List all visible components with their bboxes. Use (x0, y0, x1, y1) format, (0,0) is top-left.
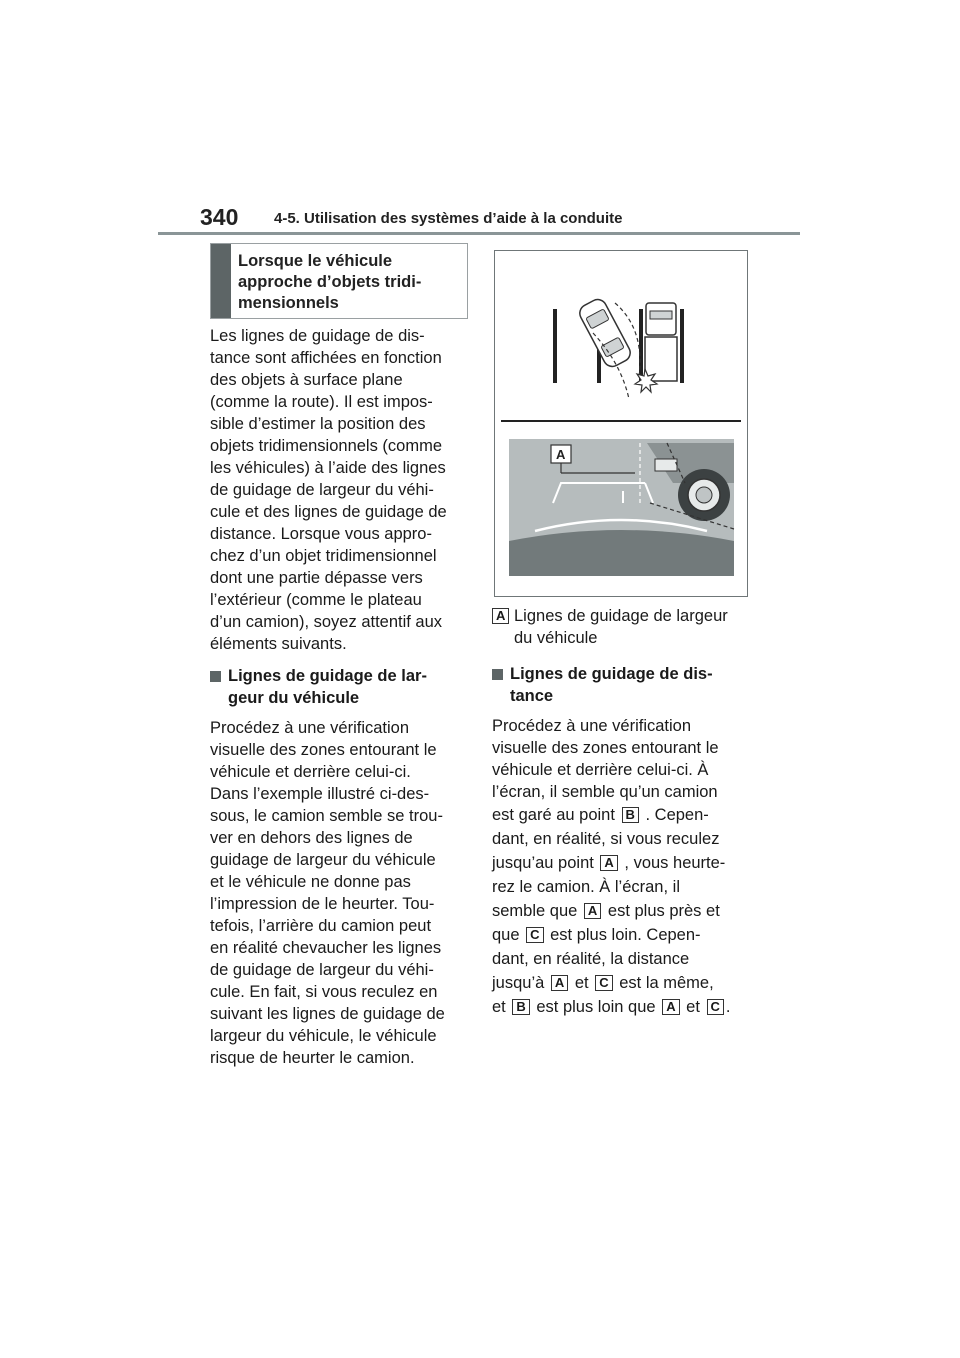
body-line: jusqu’au point A , vous heurte- (492, 854, 726, 872)
legend-line: du véhicule (514, 629, 598, 647)
section-marker (211, 244, 231, 318)
right-column (492, 605, 752, 1019)
legend-line: Lignes de guidage de largeur (514, 607, 728, 625)
intro-line: des objets à surface plane (210, 371, 403, 389)
intro-line: Les lignes de guidage de dis- (210, 327, 425, 345)
body-line: visuelle des zones entourant le (210, 741, 437, 759)
body-line: guidage de largeur du véhicule (210, 851, 436, 869)
page-header (158, 204, 800, 236)
point-badge: A (584, 903, 601, 919)
body-line: véhicule et derrière celui-ci. (210, 763, 411, 781)
intro-line: chez d’un objet tridimensionnel (210, 547, 437, 565)
figure-label-a: A (556, 447, 566, 462)
section-title: Lorsque le véhicule approche d’objets tridi-mensionnels (238, 252, 422, 312)
point-badge: B (622, 807, 639, 823)
body-line: de guidage de largeur du véhi- (210, 961, 434, 979)
body-line: jusqu’à A et C est la même, (492, 974, 714, 992)
body-line: véhicule et derrière celui-ci. À (492, 761, 709, 779)
subheading-line: geur du véhicule (228, 689, 360, 707)
camera-view (509, 439, 734, 576)
width-lines-paragraph (210, 717, 466, 1069)
section-heading-box (210, 243, 468, 319)
body-line: que C est plus loin. Cepen- (492, 926, 701, 944)
page-number: 340 (200, 204, 239, 230)
subheading-line: Lignes de guidage de dis- (510, 665, 713, 683)
subheading-width-lines (210, 665, 466, 709)
body-line: tefois, l’arrière du camion peut (210, 917, 432, 935)
body-line: risque de heurter le camion. (210, 1049, 415, 1067)
top-view (555, 296, 682, 399)
body-line: dant, en réalité, si vous reculez (492, 830, 720, 848)
point-badge: B (512, 999, 529, 1015)
body-line: et le véhicule ne donne pas (210, 873, 411, 891)
body-line: semble que A est plus près et (492, 902, 720, 920)
truck-top-icon (645, 303, 677, 381)
intro-line: dont une partie dépasse vers (210, 569, 423, 587)
chapter-title: 4-5. Utilisation des systèmes d’aide à la conduite (274, 210, 623, 227)
intro-line: (comme la route). Il est impos- (210, 393, 433, 411)
legend-badge: A (492, 608, 509, 624)
illustration-figure (494, 250, 748, 597)
intro-line: tance sont affichées en fonction (210, 349, 442, 367)
point-badge: C (595, 975, 612, 991)
body-line: visuelle des zones entourant le (492, 739, 719, 757)
header-rule (158, 232, 800, 235)
subheading-distance-lines (492, 663, 752, 707)
point-badge: A (662, 999, 679, 1015)
intro-line: éléments suivants. (210, 635, 347, 653)
body-line: Procédez à une vérification (492, 717, 692, 735)
body-line: ver en dehors des lignes de (210, 829, 413, 847)
intro-line: sible d’estimer la position des (210, 415, 426, 433)
body-line: et B est plus loin que A et C . (492, 998, 731, 1016)
intro-line: objets tridimensionnels (comme (210, 437, 443, 455)
body-line: Procédez à une vérification (210, 719, 410, 737)
body-line: sous, le camion semble se trou- (210, 807, 443, 825)
body-line: rez le camion. À l’écran, il (492, 878, 680, 896)
point-badge: C (707, 999, 724, 1015)
body-line: cule. En fait, si vous reculez en (210, 983, 438, 1001)
subheading-line: tance (510, 687, 554, 705)
point-badge: C (526, 927, 543, 943)
intro-line: de guidage de largeur du véhi- (210, 481, 434, 499)
parking-illustration (495, 251, 747, 596)
figure-legend (492, 605, 752, 649)
body-line: en réalité chevaucher les lignes (210, 939, 442, 957)
body-line: est garé au point B . Cepen- (492, 806, 709, 824)
distance-lines-paragraph (492, 715, 752, 803)
body-line: Dans l’exemple illustré ci-des- (210, 785, 430, 803)
intro-line: distance. Lorsque vous appro- (210, 525, 432, 543)
point-badge: A (551, 975, 568, 991)
body-line: largeur du véhicule, le véhicule (210, 1027, 437, 1045)
point-badge: A (600, 855, 617, 871)
body-line: dant, en réalité, la distance (492, 950, 690, 968)
intro-line: d’un camion), soyez attentif aux (210, 613, 443, 631)
subheading-line: Lignes de guidage de lar- (228, 667, 427, 685)
square-bullet-icon (492, 669, 503, 680)
square-bullet-icon (210, 671, 221, 682)
intro-line: les véhicules) à l’aide des lignes (210, 459, 446, 477)
intro-line: cule et des lignes de guidage de (210, 503, 447, 521)
body-line: l’impression de le heurter. Tou- (210, 895, 435, 913)
intro-line: l’extérieur (comme le plateau (210, 591, 422, 609)
body-line: l’écran, il semble qu’un camion (492, 783, 718, 801)
left-column (210, 325, 466, 1069)
body-line: suivant les lignes de guidage de (210, 1005, 445, 1023)
car-top-icon (577, 296, 634, 369)
intro-paragraph (210, 325, 466, 655)
